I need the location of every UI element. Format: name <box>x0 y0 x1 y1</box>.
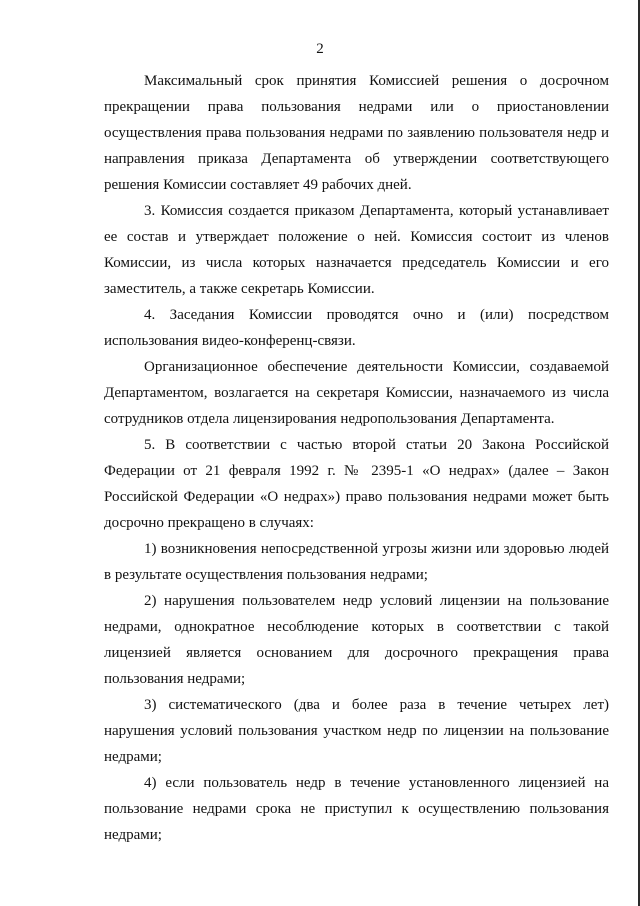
list-item-3: 3) систематического (два и более раза в течение четырех лет) нарушения условий пользования участком недр по лицензии на пользование недрами; <box>104 697 609 765</box>
list-item-4: 4) если пользователь недр в течение установленного лицензией на пользование недрами срока не приступил к осуществлению пользования недрами; <box>104 775 609 843</box>
paragraph-decision-deadline: Максимальный срок принятия Комиссией решения о досрочном прекращении права пользования недрами или о приостановлении осуществления права пользования недрами по заявлению пользователя недр и направления приказа Департамента об утверждении соответствующего решения Комиссии составляет 49 рабочих дней. <box>104 73 609 193</box>
paragraph-early-termination-grounds: 5. В соответствии с частью второй статьи 20 Закона Российской Федерации от 21 февраля 1992 г. № 2395-1 «О недрах» (далее – Закон Российской Федерации «О недрах») право пользования недрами может быть досрочно прекращено в случаях: <box>104 437 609 531</box>
paragraph-organizational-support: Организационное обеспечение деятельности Комиссии, создаваемой Департаментом, возлагается на секретаря Комиссии, назначаемого из числа сотрудников отдела лицензирования недропользования Департамента. <box>104 359 609 427</box>
list-item-2: 2) нарушения пользователем недр условий лицензии на пользование недрами, однократное несоблюдение которых в соответствии с такой лицензией является основанием для досрочного прекращения права пользования недрами; <box>104 593 609 687</box>
paragraph-commission-meetings: 4. Заседания Комиссии проводятся очно и (или) посредством использования видео-конференц-связи. <box>104 307 609 349</box>
document-body <box>104 68 609 848</box>
list-item-1: 1) возникновения непосредственной угрозы жизни или здоровью людей в результате осуществления пользования недрами; <box>104 541 609 583</box>
page-number: 2 <box>316 41 324 57</box>
paragraph-commission-creation: 3. Комиссия создается приказом Департамента, который устанавливает ее состав и утверждает положение о ней. Комиссия состоит из членов Комиссии, из числа которых назначается председатель Комиссии и его заместитель, а также секретарь Комиссии. <box>104 203 609 297</box>
